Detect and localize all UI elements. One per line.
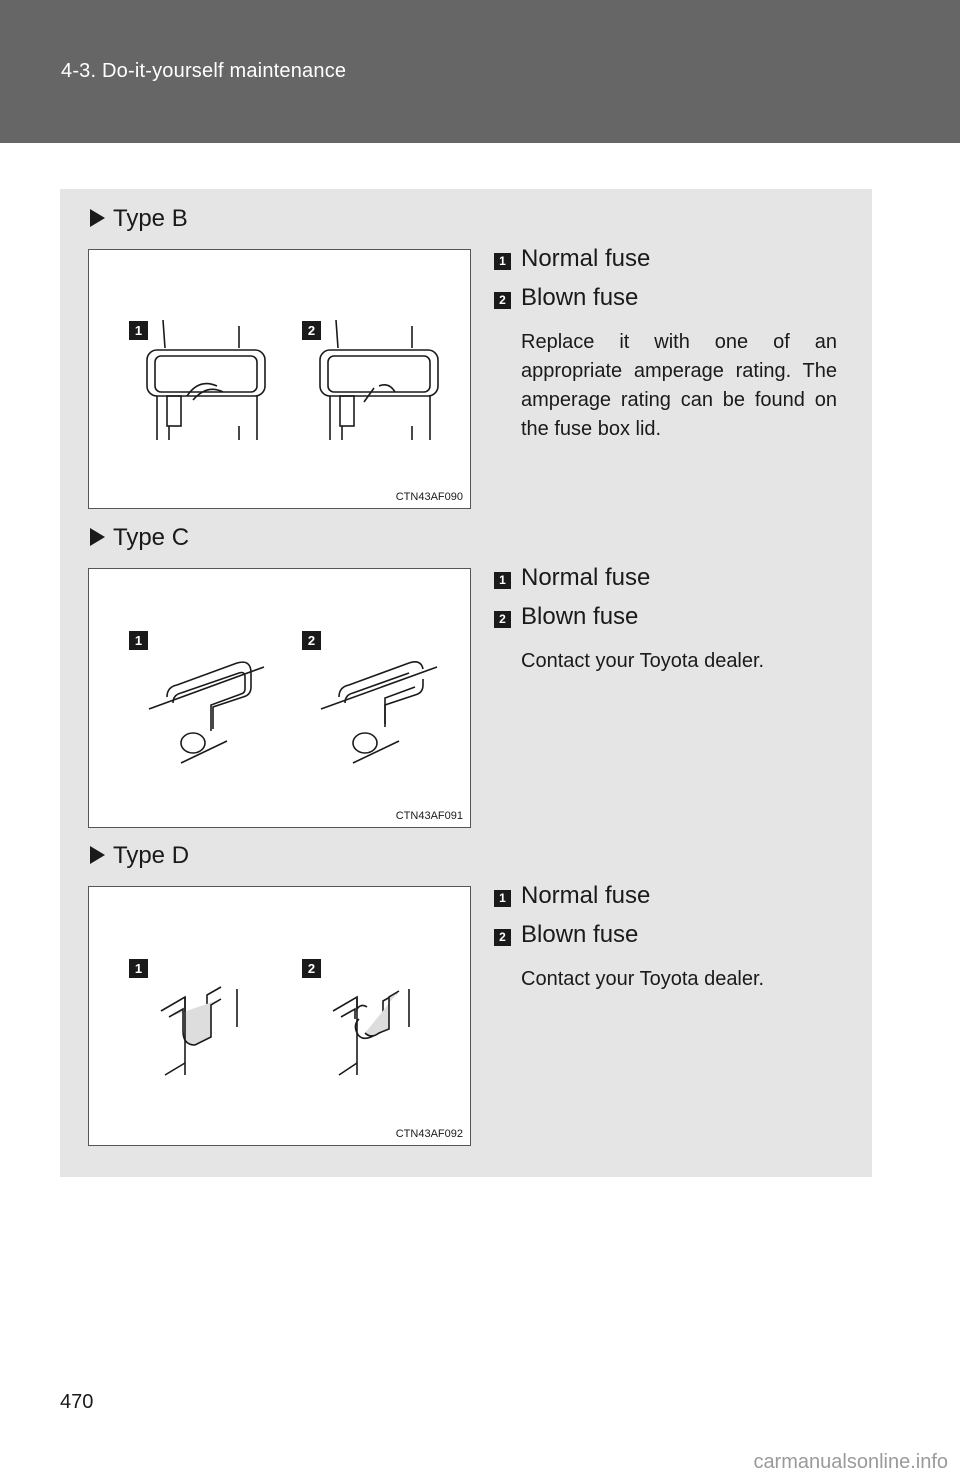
callout-number-1: 1 xyxy=(494,572,511,589)
callout-label: Blown fuse xyxy=(521,921,639,948)
description: Replace it with one of an appropriate amperage rating. The amperage rating can be found on the fuse box lid. xyxy=(521,331,837,440)
arrow-right-icon xyxy=(90,528,105,546)
fuse-figure xyxy=(88,568,471,828)
fuse-figure xyxy=(88,249,471,509)
type-heading xyxy=(90,205,188,233)
callout-badge-2: 2 xyxy=(302,959,321,978)
callout-badge-1: 1 xyxy=(129,321,148,340)
figure-code: CTN43AF090 xyxy=(395,491,463,503)
description: Contact your Toyota dealer. xyxy=(521,968,765,990)
callout-label: Normal fuse xyxy=(521,564,651,591)
type-label: Type D xyxy=(113,842,190,869)
type-label: Type B xyxy=(113,205,188,232)
callout-normal-fuse xyxy=(494,564,650,592)
callout-badge-1: 1 xyxy=(129,631,148,650)
watermark: carmanualsonline.info xyxy=(753,1451,948,1473)
arrow-right-icon xyxy=(90,209,105,227)
callout-number-2: 2 xyxy=(494,292,511,309)
fuse-types-panel xyxy=(60,189,872,1177)
callout-badge-1: 1 xyxy=(129,959,148,978)
callout-number-1: 1 xyxy=(494,253,511,270)
callout-normal-fuse xyxy=(494,245,650,273)
page-header xyxy=(0,0,960,143)
fuse-type-d-illustration xyxy=(89,887,472,1147)
callout-number-1: 1 xyxy=(494,890,511,907)
callout-label: Normal fuse xyxy=(521,882,651,909)
section-title: 4-3. Do-it-yourself maintenance xyxy=(61,60,347,82)
description: Contact your Toyota dealer. xyxy=(521,650,765,672)
page-number: 470 xyxy=(60,1391,94,1413)
callout-normal-fuse xyxy=(494,882,650,910)
callout-label: Blown fuse xyxy=(521,284,639,311)
type-heading xyxy=(90,524,189,552)
callout-blown-fuse xyxy=(494,284,638,312)
callout-number-2: 2 xyxy=(494,611,511,628)
type-label: Type C xyxy=(113,524,190,551)
callout-blown-fuse xyxy=(494,921,638,949)
callout-label: Normal fuse xyxy=(521,245,651,272)
callout-badge-2: 2 xyxy=(302,321,321,340)
figure-code: CTN43AF092 xyxy=(395,1128,463,1140)
fuse-type-b-illustration xyxy=(89,250,472,510)
type-heading xyxy=(90,842,189,870)
fuse-figure xyxy=(88,886,471,1146)
callout-label: Blown fuse xyxy=(521,603,639,630)
callout-blown-fuse xyxy=(494,603,638,631)
figure-code: CTN43AF091 xyxy=(395,810,463,822)
fuse-type-c-illustration xyxy=(89,569,472,829)
callout-number-2: 2 xyxy=(494,929,511,946)
callout-badge-2: 2 xyxy=(302,631,321,650)
arrow-right-icon xyxy=(90,846,105,864)
